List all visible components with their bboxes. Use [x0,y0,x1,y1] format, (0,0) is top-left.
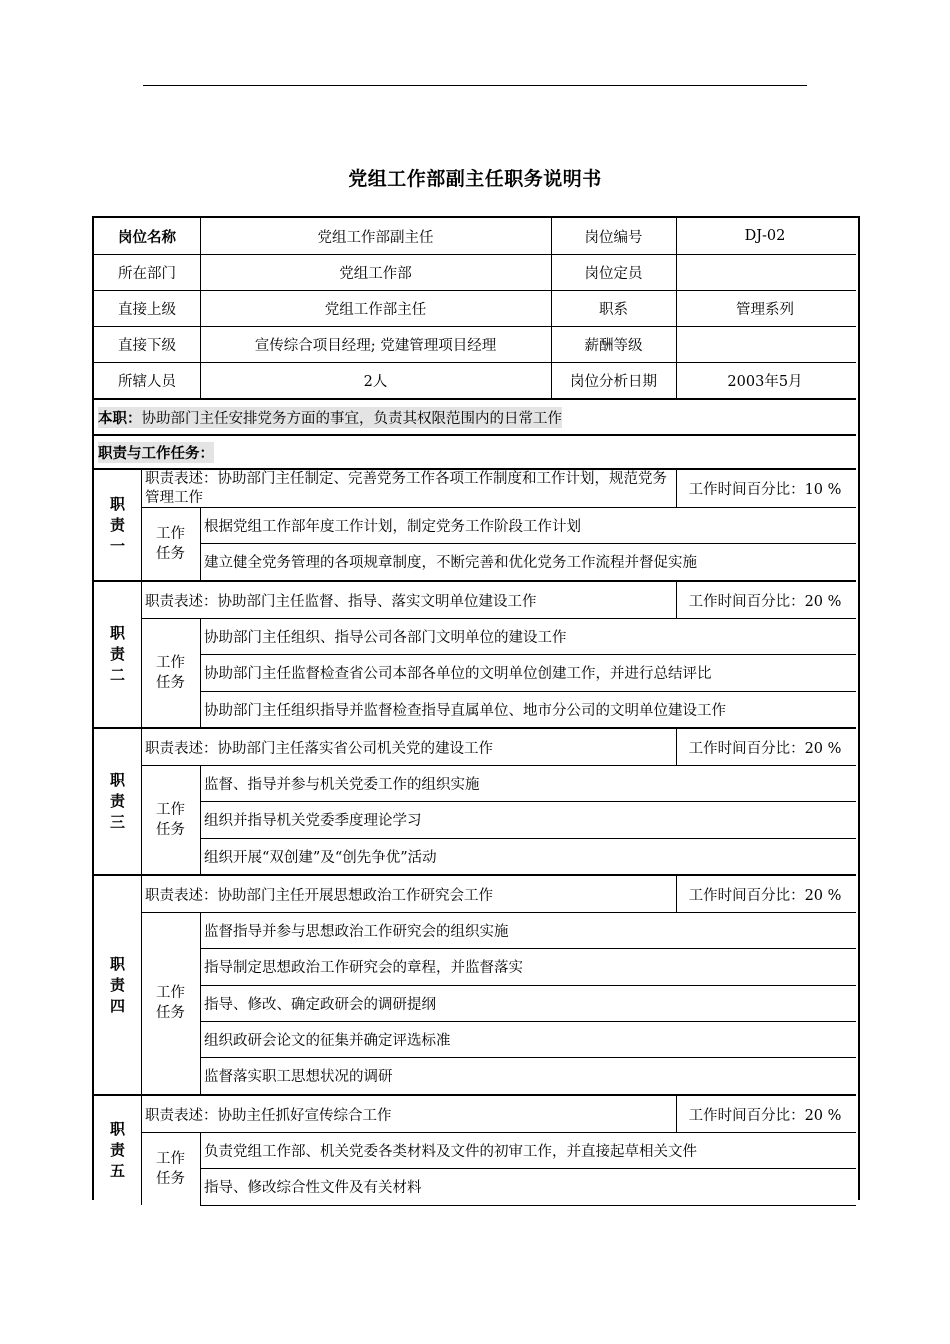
info-label: 直接上级 [118,301,176,318]
task-divider [200,838,856,839]
info-value: DJ-02 [744,228,786,244]
info-value [676,326,854,362]
main-duty-label: 本职： [98,407,142,428]
duty-title: 职 责 三 [109,771,125,831]
info-label: 岗位定员 [584,265,643,282]
info-value: 宣传综合项目经理; 党建管理项目经理 [254,337,497,354]
task-divider [200,654,856,655]
info-value [676,254,854,290]
duty-time-divider [676,470,677,507]
duty-time-percent: 工作时间百分比：20 % [688,1107,842,1124]
main-duty-text: 协助部门主任安排党务方面的事宜，负责其权限范围内的日常工作 [142,407,563,428]
task-divider [200,985,856,986]
task-item: 根据党组工作部年度工作计划，制定党务工作阶段工作计划 [204,518,581,535]
task-item: 指导、修改综合性文件及有关材料 [204,1180,422,1196]
task-item: 负责党组工作部、机关党委各类材料及文件的初审工作，并直接起草相关文件 [204,1143,697,1160]
task-divider [200,801,856,802]
duty-title: 职 责 四 [109,954,125,1015]
info-label: 岗位编号 [584,229,643,246]
work-task-label: 工作 任务 [156,654,185,691]
duty-title: 职 责 五 [109,1120,125,1180]
duty-time-divider [676,729,677,765]
duty-time-percent: 工作时间百分比：20 % [688,593,842,610]
info-value: 党组工作部主任 [324,301,427,318]
info-column-divider [551,218,552,398]
info-column-divider [200,218,201,398]
task-divider [200,1057,856,1058]
task-divider [200,543,856,544]
info-column-divider [676,218,677,398]
task-item: 协助部门主任组织、指导公司各部门文明单位的建设工作 [204,629,567,646]
task-divider [200,691,856,692]
duty-time-percent: 工作时间百分比：20 % [688,887,842,904]
info-value: 2人 [363,373,388,390]
duty-time-percent: 工作时间百分比：10 % [688,482,842,498]
task-item: 指导制定思想政治工作研究会的章程，并监督落实 [204,960,523,976]
info-label: 所辖人员 [118,373,176,390]
duty-time-divider [676,876,677,912]
duty-time-divider [676,582,677,618]
duty-description: 职责表述：协助部门主任制定、完善党务工作各项工作制度和工作计划，规范党务管理工作 [145,470,667,506]
info-label: 岗位分析日期 [570,373,657,390]
duty-title: 职 责 二 [109,624,125,684]
header-rule [143,85,807,86]
info-label: 职系 [599,301,628,318]
task-divider [200,1205,856,1206]
work-task-label: 工作 任务 [156,985,185,1021]
document-title: 党组工作部副主任职务说明书 [348,168,602,190]
info-row-divider [92,326,856,327]
duty-description: 职责表述：协助部门主任落实省公司机关党的建设工作 [145,740,493,757]
task-item: 组织并指导机关党委季度理论学习 [204,813,422,829]
info-label: 直接下级 [118,337,176,354]
task-divider [200,1021,856,1022]
task-item: 协助部门主任组织指导并监督检查指导直属单位、地市分公司的文明单位建设工作 [204,702,726,719]
task-item: 组织开展“双创建”及“创先争优”活动 [204,849,437,866]
info-row-divider [92,290,856,291]
task-item: 建立健全党务管理的各项规章制度，不断完善和优化党务工作流程并督促实施 [204,555,697,571]
info-label: 所在部门 [118,265,176,282]
info-row-divider [92,362,856,363]
duties-header [94,436,854,468]
duties-header-label: 职责与工作任务： [98,442,214,463]
duty-time-divider [676,1096,677,1132]
work-task-label: 工作 任务 [156,1150,185,1187]
duty-description: 职责表述：协助主任抓好宣传综合工作 [145,1107,392,1124]
task-item: 指导、修改、确定政研会的调研提纲 [204,996,436,1013]
info-value: 党组工作部副主任 [317,229,434,246]
duty-title: 职 责 一 [109,494,125,555]
info-value: 管理系列 [736,301,794,318]
task-item: 监督指导并参与思想政治工作研究会的组织实施 [204,923,509,940]
info-value: 党组工作部 [339,265,412,282]
info-row-divider [92,254,856,255]
duty-description: 职责表述：协助部门主任开展思想政治工作研究会工作 [145,887,493,904]
task-divider [200,948,856,949]
task-divider [200,1168,856,1169]
work-task-label: 工作 任务 [156,525,185,562]
main-duty-row [94,400,854,434]
info-value: 2003年5月 [727,373,803,390]
info-label: 岗位名称 [118,229,176,246]
task-item: 监督落实职工思想状况的调研 [204,1069,393,1085]
duty-time-percent: 工作时间百分比：20 % [688,740,842,757]
info-label: 薪酬等级 [584,337,643,354]
task-item: 组织政研会论文的征集并确定评选标准 [204,1032,451,1049]
task-item: 监督、指导并参与机关党委工作的组织实施 [204,776,480,793]
task-item: 协助部门主任监督检查省公司本部各单位的文明单位创建工作，并进行总结评比 [204,666,712,682]
duty-description: 职责表述：协助部门主任监督、指导、落实文明单位建设工作 [145,593,537,610]
work-task-label: 工作 任务 [156,801,185,838]
